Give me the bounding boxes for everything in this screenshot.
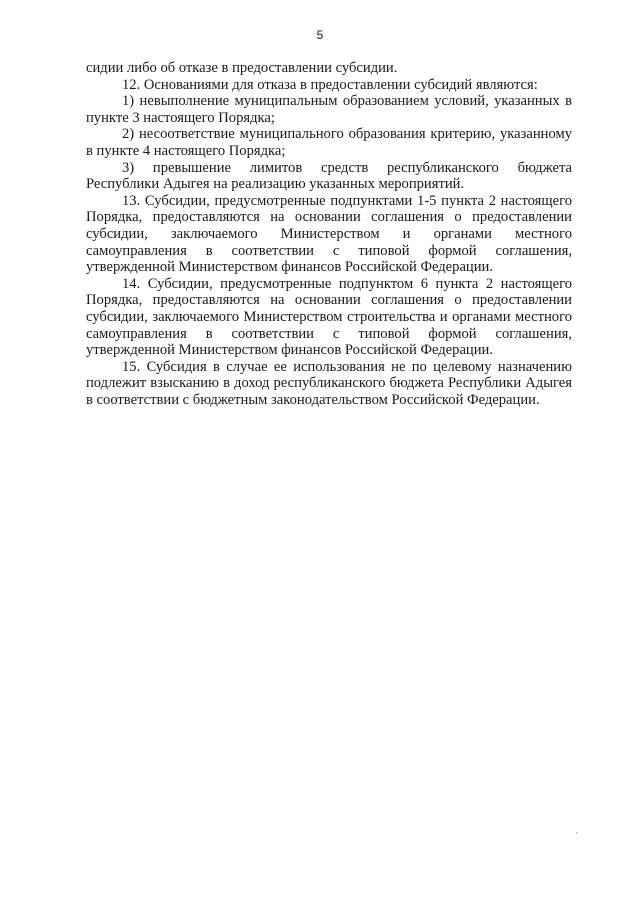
paragraph-subitem-3: 3) превышение лимитов средств республиканского бюджета Республики Адыгея на реализацию указанных мероприятий.	[86, 159, 572, 193]
document-body	[86, 60, 572, 408]
scan-speck	[576, 832, 577, 834]
paragraph-item-15: 15. Субсидия в случае ее использования не по целевому назначению подлежит взысканию в доход республиканского бюджета Республики Адыгея в соответствии с бюджетным законодательством Российской Федерации.	[86, 358, 572, 408]
paragraph-subitem-2: 2) несоответствие муниципального образования критерию, указанному в пункте 4 настоящего Порядка;	[86, 126, 572, 159]
paragraph-item-12: 12. Основаниями для отказа в предоставлении субсидий являются:	[122, 76, 538, 93]
page-number: 5	[316, 28, 324, 42]
paragraph-continuation: сидии либо об отказе в предоставлении субсидии.	[86, 60, 398, 76]
paragraph-item-14: 14. Субсидии, предусмотренные подпунктом 6 пункта 2 настоящего Порядка, предоставляются на основании соглашения о предоставлении субсидии, заключаемого Министерством строительства и органами местного самоуправления в соответствии с типовой формой соглашения, утвержденной Министерством финансов Российской Федерации.	[86, 275, 572, 359]
paragraph-item-13: 13. Субсидии, предусмотренные подпунктами 1-5 пункта 2 настоящего Порядка, предоставляются на основании соглашения о предоставлении субсидии, заключаемого Министерством и органами местного самоуправления в соответствии с типовой формой соглашения, утвержденной Министерством финансов Российской Федерации.	[86, 192, 572, 276]
paragraph-subitem-1: 1) невыполнение муниципальным образованием условий, указанных в пункте 3 настоящего Порядка;	[86, 93, 572, 126]
